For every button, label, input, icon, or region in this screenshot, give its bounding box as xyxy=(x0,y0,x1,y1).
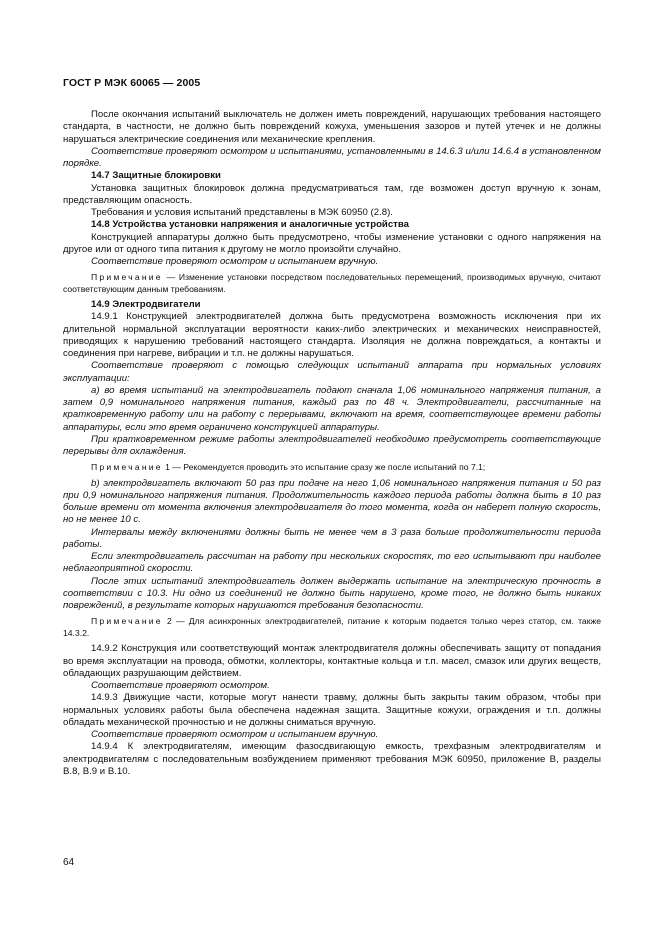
section-heading-14-7: 14.7 Защитные блокировки xyxy=(91,170,221,182)
paragraph: Если электродвигатель рассчитан на работу при нескольких скоростях, то его испытывают при наиболее неблагоприятной скорости. xyxy=(63,551,601,575)
paragraph: После этих испытаний электродвигатель должен выдержать испытание на электрическую прочность в соответствии с 10.3. Ни одно из соединений не должно быть нарушено, кроме того, не должно быть никаких повреждений, в результате которых нарушаются требования безопасности. xyxy=(63,575,601,612)
note-paragraph xyxy=(63,616,601,639)
paragraph: Установка защитных блокировок должна предусматриваться там, где возможен доступ вручную к зонам, представляющим опасность. xyxy=(63,182,601,206)
compliance-paragraph: Соответствие проверяют осмотром и испытанием вручную. xyxy=(91,256,379,267)
paragraph: 14.9.1 Конструкцией электродвигателей должна быть предусмотрена возможность исключения при их длительной нормальной эксплуатации вероятности каких-либо электрических и механических неисправностей, приводящих к нарушению требований настоящего стандарта. Изоляция не должна повреждаться, а контакты и соединения при нагреве, вибрации и т.п. не должны нарушаться. xyxy=(63,311,601,360)
section-heading-14-8: 14.8 Устройства установки напряжения и аналогичные устройства xyxy=(91,219,409,231)
paragraph: После окончания испытаний выключатель не должен иметь повреждений, нарушающих требования настоящего стандарта, в частности, не должно быть повреждений кожуха, уменьшения зазоров и путей утечек и не должны нарушаться электрические соединения или механические крепления. xyxy=(63,109,601,145)
list-item-b: b) электродвигатель включают 50 раз при подаче на него 1,06 номинального напряжения питания и 50 раз при 0,9 номинального напряжения питания. Продолжительность каждого периода работы должна быть в 10 раз больше времени от момента включения электродвигателя до того момента, когда он наберет полную скорость, но не менее 10 с. xyxy=(63,477,601,526)
note-paragraph xyxy=(63,462,601,473)
list-item-a: а) во время испытаний на электродвигатель подают сначала 1,06 номинального напряжения питания, а затем 0,9 номинального напряжения питания, каждый раз по 48 ч. Электродвигатели, рассчитанные на кратковременную работу или на работу с перерывами, включают на время, соответствующее времени работы аппаратуры, если это время ограничено конструкцией аппаратуры. xyxy=(63,384,601,433)
note-label: Примечание xyxy=(91,616,163,627)
compliance-paragraph: Соответствие проверяют с помощью следующих испытаний аппарата при нормальных условиях эксплуатации: xyxy=(63,360,601,384)
note-label: Примечание xyxy=(91,462,163,473)
section-heading-14-9: 14.9 Электродвигатели xyxy=(91,299,201,311)
paragraph: 14.9.2 Конструкция или соответствующий монтаж электродвигателя должны обеспечивать защиту от попадания во время эксплуатации на провода, обмотки, коллекторы, контактные кольца и т.п. масел, смазок или других веществ, обладающих разрушающим действием. xyxy=(63,643,601,679)
note-paragraph xyxy=(63,272,601,295)
page-number: 64 xyxy=(63,857,75,868)
paragraph: Конструкцией аппаратуры должно быть предусмотрено, чтобы изменение установки с одного напряжения на другое или от одного типа питания к другому не могло произойти случайно. xyxy=(63,231,601,255)
paragraph: Требования и условия испытаний представлены в МЭК 60950 (2.8). xyxy=(91,207,393,218)
paragraph: 14.9.3 Движущие части, которые могут нанести травму, должны быть закрыты таким образом, чтобы при нормальных условиях работы была обеспечена надежная защита. Защитные кожухи, ограждения и т.п. должны обладать механической прочностью и не должны сниматься вручную. xyxy=(63,692,601,728)
document-body xyxy=(63,109,601,778)
note-text: 2 — Для асинхронных электродвигателей, питание к которым подается только через статор, см. также 14.3.2. xyxy=(63,616,601,638)
paragraph: При кратковременном режиме работы электродвигателей необходимо предусмотреть соответствующие перерывы для охлаждения. xyxy=(63,433,601,458)
note-label: Примечание xyxy=(91,272,163,283)
compliance-paragraph: Соответствие проверяют осмотром и испытанием вручную. xyxy=(91,729,379,741)
paragraph: 14.9.4 К электродвигателям, имеющим фазосдвигающую емкость, трехфазным электродвигателям и электродвигателям с последовательным возбуждением применяют требования МЭК 60950, приложение В, разделы В.8, В.9 и В.10. xyxy=(63,741,601,777)
paragraph: Интервалы между включениями должны быть не менее чем в 3 раза больше продолжительности периода работы. xyxy=(63,526,601,550)
note-text: 1 — Рекомендуется проводить это испытание сразу же после испытаний по 7.1; xyxy=(165,462,486,473)
compliance-paragraph: Соответствие проверяют осмотром и испытаниями, установленными в 14.6.3 и/или 14.6.4 в установленном порядке. xyxy=(63,145,601,169)
note-text: — Изменение установки посредством последовательных перемещений, производимых вручную, считают соответствующим данным требованиям. xyxy=(63,272,602,294)
compliance-paragraph: Соответствие проверяют осмотром. xyxy=(91,680,270,692)
standard-header: ГОСТ Р МЭК 60065 — 2005 xyxy=(63,77,201,89)
